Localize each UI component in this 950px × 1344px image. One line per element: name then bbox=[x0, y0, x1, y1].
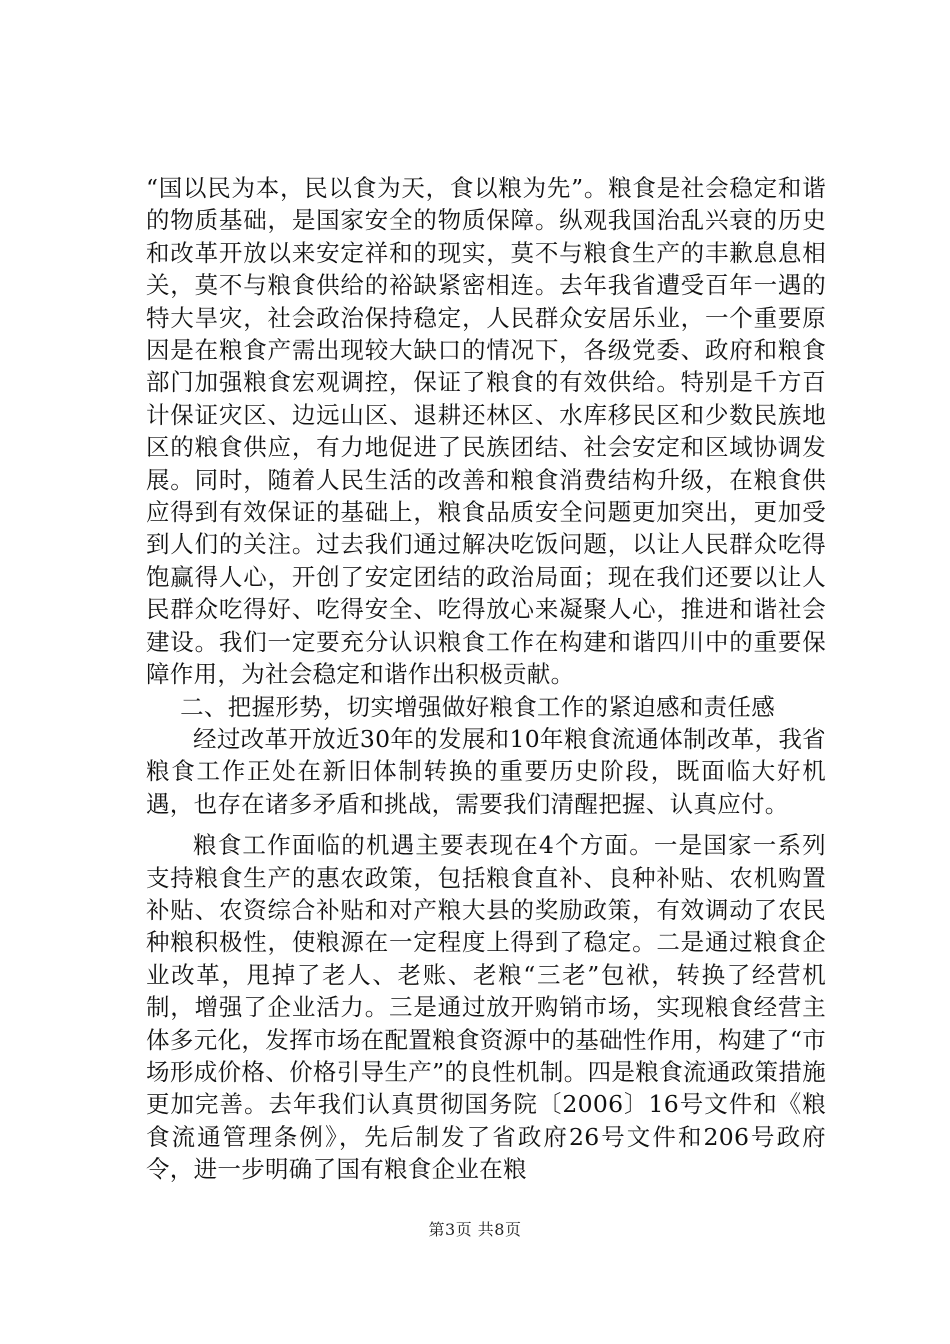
paragraph-intro: “国以民为本，民以食为天，食以粮为先”。粮食是社会稳定和谐的物质基础，是国家安全的物质保障。纵观我国治乱兴衰的历史和改革开放以来安定祥和的现实，莫不与粮食生产的丰歉息息相关，莫不与粮食供给的裕缺紧密相连。去年我省遭受百年一遇的特大旱灾，社会政治保持稳定，人民群众安居乐业，一个重要原因是在粮食产需出现较大缺口的情况下，各级党委、政府和粮食部门加强粮食宏观调控，保证了粮食的有效供给。特别是千方百计保证灾区、边远山区、退耕还林区、水库移民区和少数民族地区的粮食供应，有力地促进了民族团结、社会安定和区域协调发展。同时，随着人民生活的改善和粮食消费结构升级，在粮食供应得到有效保证的基础上，粮食品质安全问题更加突出，更加受到人们的关注。过去我们通过解决吃饭问题，以让人民群众吃得饱赢得人心，开创了安定团结的政治局面；现在我们还要以让人民群众吃得好、吃得安全、吃得放心来凝聚人心，推进和谐社会建设。我们一定要充分认识粮食工作在构建和谐四川中的重要保障作用，为社会稳定和谐作出积极贡献。 bbox=[146, 174, 826, 689]
paragraph-reform: 经过改革开放近30年的发展和10年粮食流通体制改革，我省粮食工作正处在新旧体制转换的重要历史阶段，既面临大好机遇，也存在诸多矛盾和挑战，需要我们清醒把握、认真应付。 bbox=[146, 724, 826, 818]
page-number-footer: 第3页 共8页 bbox=[428, 1220, 522, 1239]
paragraph-opportunities: 粮食工作面临的机遇主要表现在4个方面。一是国家一系列支持粮食生产的惠农政策，包括粮食直补、良种补贴、农机购置补贴、农资综合补贴和对产粮大县的奖励政策，有效调动了农民种粮积极性，使粮源在一定程度上得到了稳定。二是通过粮食企业改革，甩掉了老人、老账、老粮“三老”包袱，转换了经营机制，增强了企业活力。三是通过放开购销市场，实现粮食经营主体多元化，发挥市场在配置粮食资源中的基础性作用，构建了“市场形成价格、价格引导生产”的良性机制。四是粮食流通政策措施更加完善。去年我们认真贯彻国务院〔2006〕16号文件和《粮食流通管理条例》，先后制发了省政府26号文件和206号政府令，进一步明确了国有粮食企业在粮 bbox=[146, 831, 826, 1184]
body-text bbox=[146, 172, 826, 1186]
section-heading: 二、把握形势，切实增强做好粮食工作的紧迫感和责任感 bbox=[180, 692, 776, 721]
